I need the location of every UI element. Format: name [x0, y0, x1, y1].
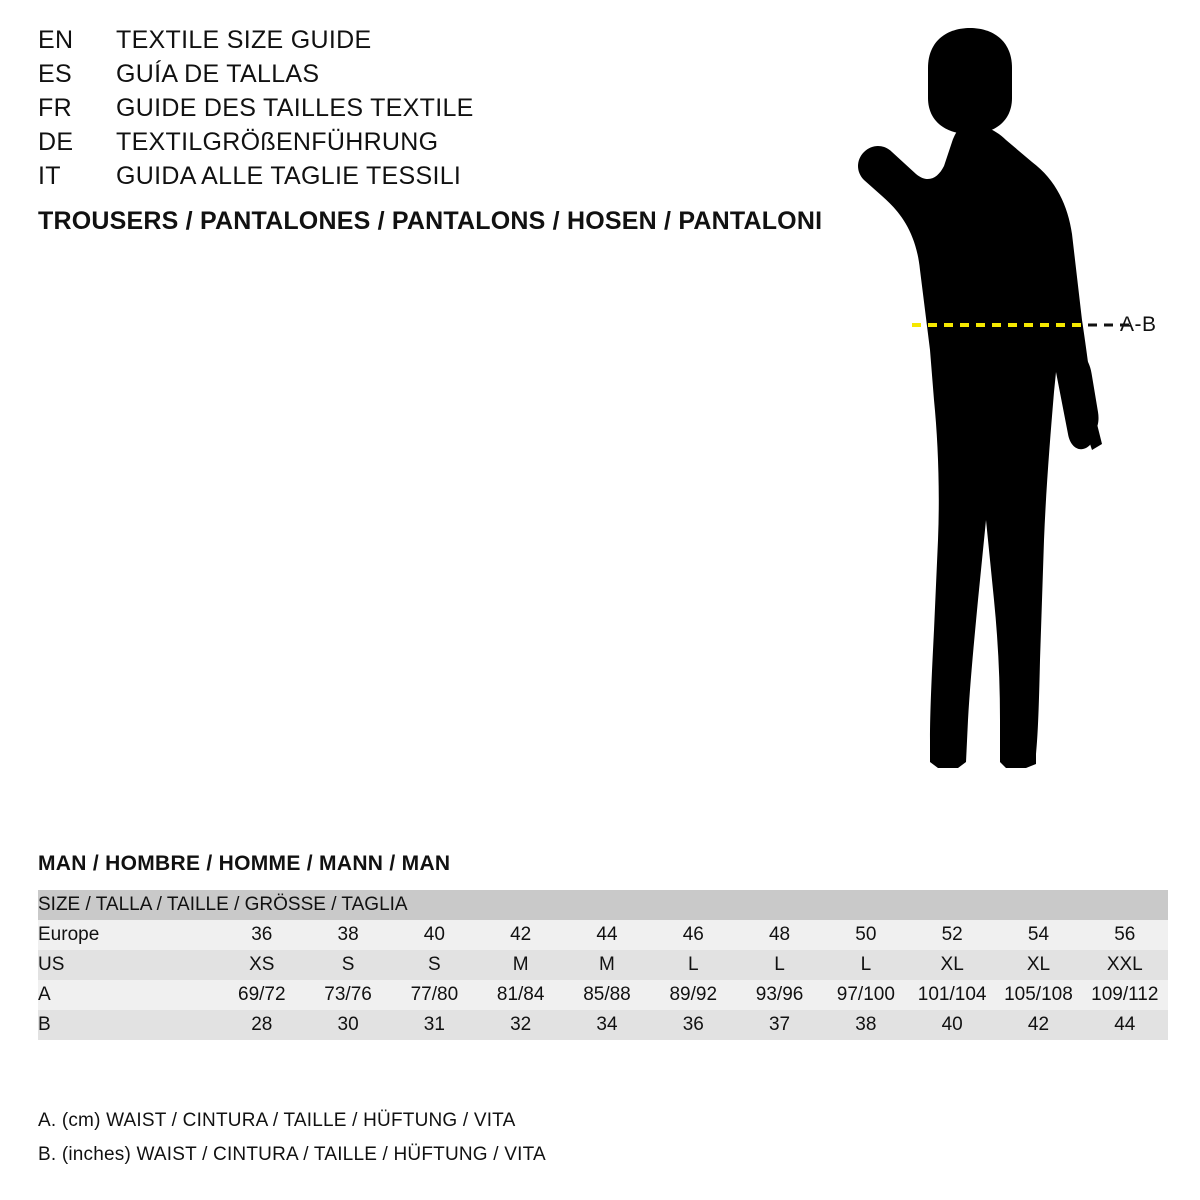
table-header-row [38, 890, 1168, 920]
table-row [38, 950, 1168, 980]
table-cell: 81/84 [496, 984, 545, 1005]
size-guide-header [38, 26, 823, 236]
language-row [38, 164, 818, 189]
size-table [38, 890, 1168, 1040]
language-row [38, 96, 818, 121]
table-cell: 42 [510, 924, 532, 945]
table-cell: XL [940, 954, 964, 975]
language-title: GUIDE DES TAILLES TEXTILE [116, 94, 474, 122]
table-cell: 32 [510, 1014, 532, 1035]
size-table-section [38, 852, 1168, 1040]
language-row [38, 130, 818, 155]
language-code: FR [38, 94, 72, 122]
table-cell: S [341, 954, 355, 975]
table-cell: 85/88 [583, 984, 631, 1005]
table-cell: 69/72 [238, 984, 286, 1005]
language-code: ES [38, 60, 72, 88]
table-cell: 37 [768, 1014, 791, 1035]
table-cell: 109/112 [1091, 984, 1159, 1005]
row-label-europe: Europe [38, 924, 100, 945]
table-cell: 40 [941, 1014, 963, 1035]
table-cell: 89/92 [669, 984, 718, 1005]
table-cell: S [428, 954, 441, 975]
language-code: DE [38, 128, 74, 156]
footnotes [38, 1110, 938, 1178]
table-cell: 36 [251, 924, 273, 945]
table-cell: 44 [1114, 1014, 1136, 1035]
table-cell: 93/96 [755, 984, 804, 1005]
row-label-us: US [38, 954, 65, 975]
silhouette-svg [820, 20, 1200, 800]
table-cell: 46 [682, 924, 704, 945]
table-cell: 52 [941, 924, 963, 945]
table-row [38, 980, 1168, 1010]
table-cell: 40 [423, 924, 445, 945]
table-cell: 42 [1027, 1014, 1050, 1035]
table-cell: 77/80 [410, 984, 459, 1005]
row-label-b: B [38, 1014, 51, 1035]
measure-label-ab: A-B [1120, 313, 1157, 336]
table-cell: L [860, 954, 872, 975]
table-cell: 38 [337, 924, 359, 945]
table-cell: XL [1026, 954, 1051, 975]
language-row [38, 62, 818, 87]
table-cell: M [599, 954, 615, 975]
table-row [38, 1010, 1168, 1040]
table-row [38, 920, 1168, 950]
table-cell: 34 [596, 1014, 618, 1035]
table-cell: 50 [855, 924, 877, 945]
footnote-b: B. (inches) WAIST / CINTURA / TAILLE / HÜFTUNG / VITA [38, 1144, 546, 1165]
table-cell: 101/104 [917, 984, 987, 1005]
footnote-a: A. (cm) WAIST / CINTURA / TAILLE / HÜFTUNG / VITA [38, 1110, 516, 1131]
garment-type-line: TROUSERS / PANTALONES / PANTALONS / HOSEN / PANTALONI [38, 207, 823, 235]
language-row [38, 28, 818, 53]
language-title: TEXTILGRÖßENFÜHRUNG [116, 128, 439, 156]
table-section-title: MAN / HOMBRE / HOMME / MANN / MAN [38, 852, 451, 875]
language-title: TEXTILE SIZE GUIDE [116, 26, 372, 54]
table-cell: 28 [251, 1014, 273, 1035]
table-cell: 30 [337, 1014, 359, 1035]
table-cell: 56 [1114, 924, 1136, 945]
table-header-label: SIZE / TALLA / TAILLE / GRÖSSE / TAGLIA [38, 894, 408, 915]
language-title: GUIDA ALLE TAGLIE TESSILI [116, 162, 462, 190]
table-cell: L [774, 954, 785, 975]
table-cell: 73/76 [324, 984, 372, 1005]
body-silhouette-figure [820, 20, 1200, 800]
row-label-a: A [38, 984, 51, 1005]
man-silhouette-shape [858, 28, 1095, 768]
table-cell: M [512, 954, 529, 975]
table-cell: 36 [682, 1014, 704, 1035]
table-cell: 48 [768, 924, 791, 945]
table-cell: 97/100 [836, 984, 895, 1005]
language-code: IT [38, 162, 61, 190]
language-code: EN [38, 26, 74, 54]
table-cell: 54 [1027, 924, 1050, 945]
table-cell: XXL [1106, 954, 1143, 975]
table-cell: 105/108 [1004, 984, 1073, 1005]
table-cell: 44 [596, 924, 618, 945]
table-cell: L [687, 954, 699, 975]
table-cell: XS [249, 954, 275, 975]
language-title: GUÍA DE TALLAS [116, 60, 320, 88]
table-cell: 38 [855, 1014, 877, 1035]
table-cell: 31 [423, 1014, 445, 1035]
